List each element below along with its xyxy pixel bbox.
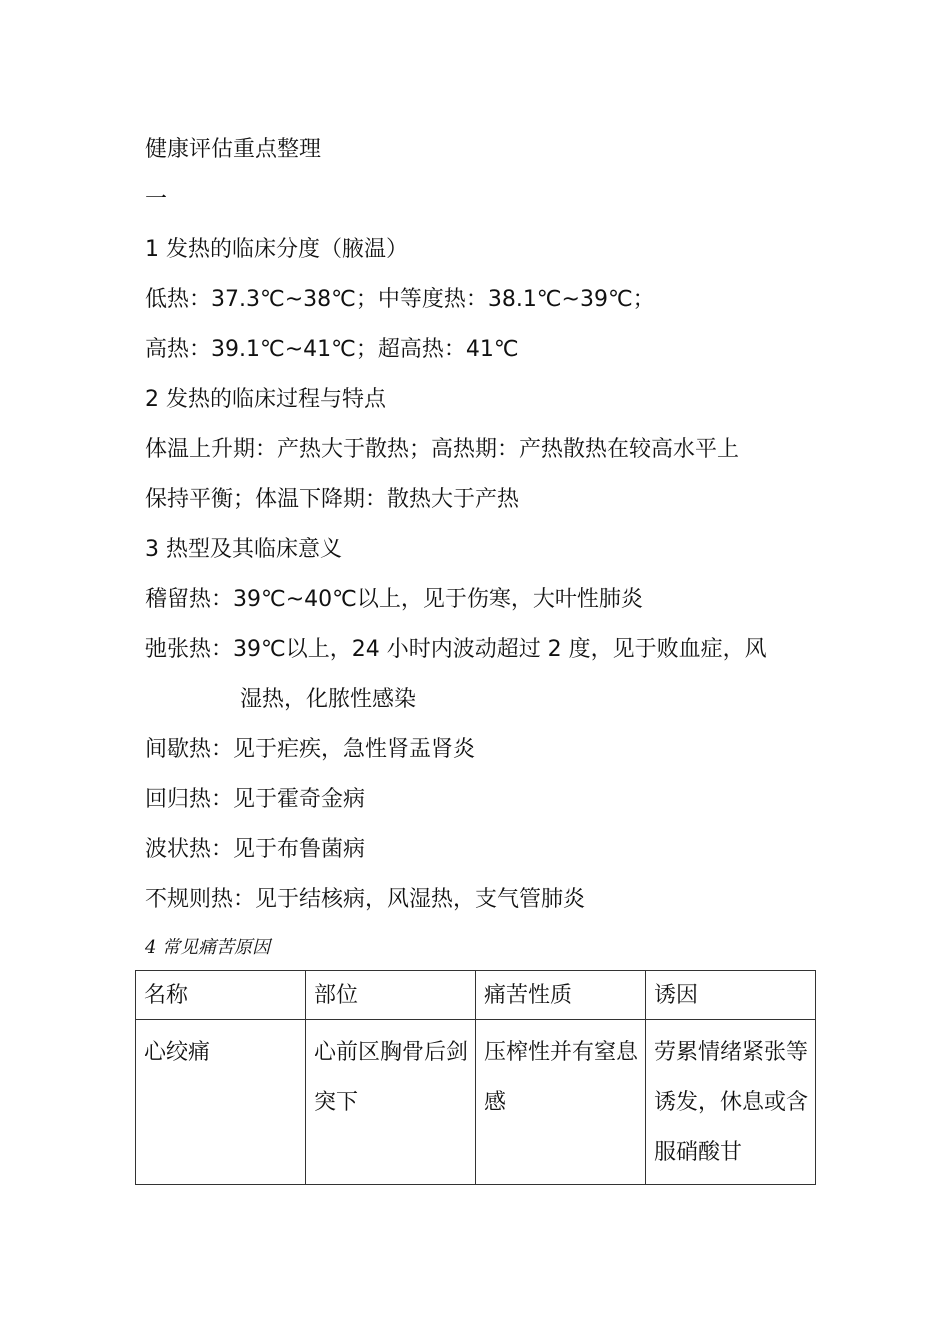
section-2-heading: 2 发热的临床过程与特点 xyxy=(145,387,386,412)
section-2-line-1: 体温上升期：产热大于散热；高热期：产热散热在较高水平上 xyxy=(145,437,740,462)
fever-type-item: 不规则热：见于结核病，风湿热，支气管肺炎 xyxy=(145,887,586,912)
section-4-heading: 4 常见痛苦原因 xyxy=(145,937,271,958)
table-header-cell: 部位 xyxy=(306,971,476,1020)
section-1-heading: 1 发热的临床分度（腋温） xyxy=(145,237,408,262)
page-title: 健康评估重点整理 xyxy=(145,137,322,162)
fever-type-item-continuation: 湿热，化脓性感染 xyxy=(240,687,417,712)
section-3-heading: 3 热型及其临床意义 xyxy=(145,537,342,562)
fever-type-item: 弛张热：39℃以上，24 小时内波动超过 2 度，见于败血症，风 xyxy=(145,637,767,662)
fever-type-item: 回归热：见于霍奇金病 xyxy=(145,787,366,812)
table-header-cell: 痛苦性质 xyxy=(476,971,646,1020)
table-row xyxy=(136,1020,816,1185)
pain-causes-table xyxy=(135,970,816,1185)
fever-type-item: 稽留热：39℃~40℃以上，见于伤寒，大叶性肺炎 xyxy=(145,587,643,612)
section-2-line-2: 保持平衡；体温下降期：散热大于产热 xyxy=(145,487,520,512)
section-mark: 一 xyxy=(145,187,168,212)
section-1-line-1: 低热：37.3℃~38℃；中等度热：38.1℃~39℃； xyxy=(145,287,655,312)
fever-type-item: 波状热：见于布鲁菌病 xyxy=(145,837,366,862)
table-header-cell: 诱因 xyxy=(646,971,816,1020)
table-cell: 劳累情绪紧张等诱发，休息或含服硝酸甘 xyxy=(646,1020,816,1185)
table-cell: 压榨性并有窒息感 xyxy=(476,1020,646,1185)
fever-type-item: 间歇热：见于疟疾，急性肾盂肾炎 xyxy=(145,737,476,762)
table-header-row xyxy=(136,971,816,1020)
table-cell: 心前区胸骨后剑突下 xyxy=(306,1020,476,1185)
section-1-line-2: 高热：39.1℃~41℃；超高热：41℃ xyxy=(145,337,519,362)
table-header-cell: 名称 xyxy=(136,971,306,1020)
table-cell: 心绞痛 xyxy=(136,1020,306,1185)
